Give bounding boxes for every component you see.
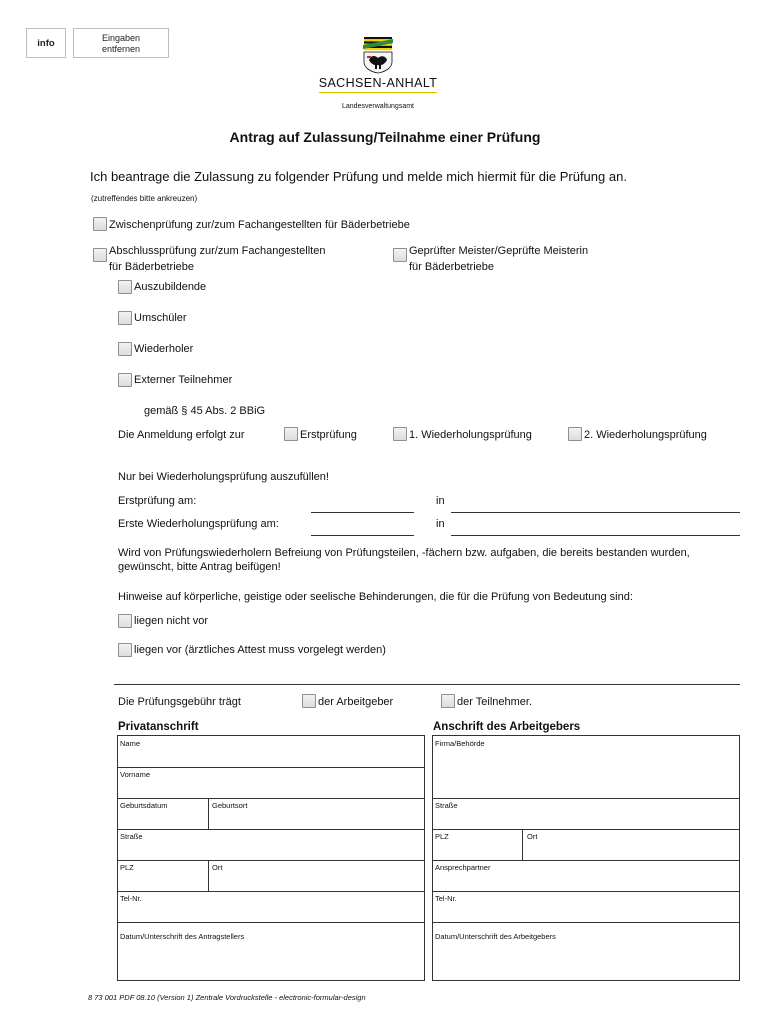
fee-participant-checkbox[interactable]	[441, 694, 455, 708]
abschlusspruefung-label-line2: für Bäderbetriebe	[109, 261, 194, 271]
disability-yes-checkbox[interactable]	[118, 643, 132, 657]
umschueler-checkbox[interactable]	[118, 311, 132, 325]
brand-name: SACHSEN-ANHALT	[318, 76, 438, 90]
employer-ort-field[interactable]: Ort	[527, 832, 538, 841]
private-address-heading: Privatanschrift	[118, 721, 199, 733]
grid-line	[432, 891, 740, 892]
disability-no-label: liegen nicht vor	[134, 615, 208, 627]
geburtsort-field[interactable]: Geburtsort	[212, 801, 248, 810]
wiederholung2-checkbox[interactable]	[568, 427, 582, 441]
erste-wh-place-field[interactable]	[451, 535, 740, 536]
exemption-note: Wird von Prüfungswiederholern Befreiung von Prüfungsteilen, -fächern bzw. aufgaben, die bereits bestanden wurden, gewünscht, bitte Antrag beifügen!	[118, 547, 690, 573]
meister-checkbox[interactable]	[393, 248, 407, 262]
private-address-grid	[117, 735, 425, 981]
grid-line	[117, 860, 425, 861]
info-button[interactable]: info	[26, 28, 66, 58]
grid-line	[208, 860, 209, 891]
abschlusspruefung-label-line1: Abschlussprüfung zur/zum Fachangestellten	[109, 245, 326, 257]
employer-address-grid	[432, 735, 740, 981]
grid-line	[117, 829, 425, 830]
externer-teilnehmer-label: Externer Teilnehmer	[134, 374, 233, 386]
zwischenpruefung-label: Zwischenprüfung zur/zum Fachangestellten für Bäderbetriebe	[109, 219, 410, 231]
private-plz-field[interactable]: PLZ	[120, 863, 134, 872]
erstpruefung-am-label: Erstprüfung am:	[118, 495, 197, 507]
employer-address-heading: Anschrift des Arbeitgebers	[433, 721, 581, 733]
ansprechpartner-field[interactable]: Ansprechpartner	[435, 863, 491, 872]
grid-line	[432, 829, 740, 830]
wiederholer-label: Wiederholer	[134, 343, 194, 355]
auszubildende-label: Auszubildende	[134, 281, 207, 293]
geburtsdatum-field[interactable]: Geburtsdatum	[120, 801, 168, 810]
disability-details-field[interactable]	[114, 684, 740, 685]
grid-line	[522, 829, 523, 860]
private-ort-field[interactable]: Ort	[212, 863, 223, 872]
erstpruefung-checkbox[interactable]	[284, 427, 298, 441]
fee-employer-label: der Arbeitgeber	[318, 696, 394, 708]
grid-line	[432, 860, 740, 861]
wiederholung2-label: 2. Wiederholungsprüfung	[584, 429, 707, 441]
private-tel-field[interactable]: Tel-Nr.	[120, 894, 142, 903]
applicant-signature-field[interactable]: Datum/Unterschrift des Antragstellers	[120, 932, 245, 941]
name-field[interactable]: Name	[120, 739, 141, 748]
form-footer: 8 73 001 PDF 08.10 (Version 1) Zentrale Vordruckstelle - electronic-formular-design	[88, 993, 366, 1002]
intro-hint: (zutreffendes bitte ankreuzen)	[91, 194, 198, 203]
grid-line	[117, 767, 425, 768]
repeat-note: Nur bei Wiederholungsprüfung auszufüllen!	[118, 471, 329, 483]
abschlusspruefung-checkbox[interactable]	[93, 248, 107, 262]
vorname-field[interactable]: Vorname	[120, 770, 151, 779]
private-strasse-field[interactable]: Straße	[120, 832, 143, 841]
fee-participant-label: der Teilnehmer.	[457, 696, 533, 708]
wiederholung1-label: 1. Wiederholungsprüfung	[409, 429, 532, 441]
registration-label: Die Anmeldung erfolgt zur	[118, 429, 245, 441]
grid-line	[117, 798, 425, 799]
employer-signature-field[interactable]: Datum/Unterschrift des Arbeitgebers	[435, 932, 556, 941]
erstpruefung-date-field[interactable]	[311, 512, 414, 513]
externer-teilnehmer-checkbox[interactable]	[118, 373, 132, 387]
employer-tel-field[interactable]: Tel-Nr.	[435, 894, 457, 903]
disability-no-checkbox[interactable]	[118, 614, 132, 628]
employer-plz-field[interactable]: PLZ	[435, 832, 449, 841]
authority-name: Landesverwaltungsamt	[342, 103, 414, 110]
clear-label-line1: Eingaben	[101, 33, 141, 43]
meister-label-line1: Geprüfter Meister/Geprüfte Meisterin	[409, 245, 589, 257]
erstpruefung-label: Erstprüfung	[300, 429, 357, 441]
fee-employer-checkbox[interactable]	[302, 694, 316, 708]
meister-label-line2: für Bäderbetriebe	[409, 261, 494, 271]
clear-label-line2: entfernen	[101, 44, 141, 54]
disability-yes-label: liegen vor (ärztliches Attest muss vorgelegt werden)	[134, 644, 386, 656]
grid-line	[117, 922, 425, 923]
intro-text: Ich beantrage die Zulassung zu folgender Prüfung und melde mich hiermit für die Prüfung an.	[90, 169, 627, 184]
clear-inputs-button[interactable]	[73, 28, 169, 58]
zwischenpruefung-checkbox[interactable]	[93, 217, 107, 231]
disability-question: Hinweise auf körperliche, geistige oder seelische Behinderungen, die für die Prüfung von Bedeutung sind:	[118, 591, 633, 603]
grid-line	[432, 798, 740, 799]
auszubildende-checkbox[interactable]	[118, 280, 132, 294]
wiederholer-checkbox[interactable]	[118, 342, 132, 356]
coat-of-arms-icon	[363, 36, 393, 74]
erstpruefung-place-field[interactable]	[451, 512, 740, 513]
erste-wh-date-field[interactable]	[311, 535, 414, 536]
brand-underline	[319, 92, 437, 93]
erste-wh-in-label: in	[436, 518, 445, 530]
bbig-note: gemäß § 45 Abs. 2 BBiG	[144, 405, 266, 417]
grid-line	[432, 922, 740, 923]
fee-label: Die Prüfungsgebühr trägt	[118, 696, 241, 708]
grid-line	[208, 798, 209, 829]
umschueler-label: Umschüler	[134, 312, 187, 324]
grid-line	[117, 891, 425, 892]
firma-field[interactable]: Firma/Behörde	[435, 739, 485, 748]
erste-wh-am-label: Erste Wiederholungsprüfung am:	[118, 518, 279, 530]
employer-strasse-field[interactable]: Straße	[435, 801, 458, 810]
page-title: Antrag auf Zulassung/Teilnahme einer Prüfung	[229, 129, 541, 145]
header-logo	[308, 36, 448, 110]
erstpruefung-in-label: in	[436, 495, 445, 507]
wiederholung1-checkbox[interactable]	[393, 427, 407, 441]
